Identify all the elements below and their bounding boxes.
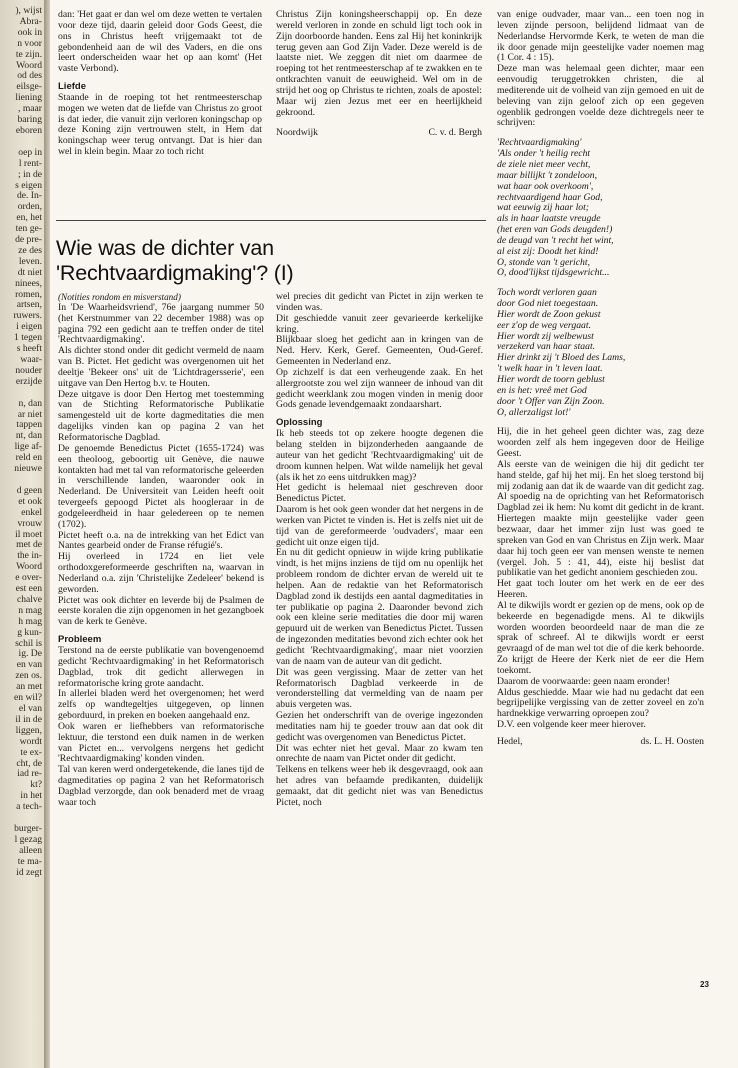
prev-article-intro: dan: 'Het gaat er dan wel om deze wetten te vertalen voor deze tijd, daarin geleid door Gods Geest, die ons in Christus heeft vrijgemaakt tot de gebondenheid aan de wil des Vaders, en die ons leert onderscheiden waar het op aan komt' (Het vaste Verbond).	[58, 9, 262, 75]
previous-page-line: n, dan	[18, 398, 42, 409]
prev-article-col2	[276, 10, 482, 139]
previous-page-line: artsen,	[16, 300, 42, 311]
article-col2	[276, 292, 483, 809]
paragraph: Hij, die in het geheel geen dichter was, zag deze woorden zelf als hem ingegeven door de Heilige Geest.	[497, 426, 704, 460]
section-rule	[56, 220, 486, 221]
previous-page-line: s heeft	[16, 344, 42, 355]
previous-page-line: the in-	[17, 551, 42, 562]
previous-page-line: nouder	[15, 365, 42, 376]
paragraph: Al te dikwijls wordt er gezien op de mens, ook op de bekeerde en begenadigde mens. Al te dikwijls worden woorden beoordeeld naar de man die ze sprak of schreef. Al te dikwijls wordt er eerst gevraagd of de man wel tot die of die kerk behoorde. Zo krijgt de Heere der Kerk niet de eer die Hem toekomt.	[497, 599, 704, 676]
paragraph: Daarom is het ook geen wonder dat het nergens in de werken van Pictet te vinden is. Het is zelfs niet uit de tijd van de gereformeerde 'oudvaders', maar een gedicht uit onze eigen tijd.	[276, 504, 483, 548]
previous-page-line: in het	[20, 791, 42, 802]
poem-line: O, dood'lijkst tijdsgewricht...	[497, 267, 610, 279]
article-col3	[497, 10, 704, 748]
poem-stanza-1	[497, 138, 704, 279]
article-col1	[58, 292, 264, 809]
previous-page-line: oep in	[18, 147, 42, 158]
article-signature	[497, 737, 704, 748]
paragraph: Aldus geschiedde. Maar wie had nu gedacht dat een begrijpelijke vergissing van de zetter zoveel en zo'n hardnekkige verwarring oproepen zou?	[497, 686, 704, 720]
previous-page-line: met de	[16, 540, 42, 551]
previous-page-line: en van	[16, 660, 42, 671]
previous-page-line: od des	[17, 71, 42, 82]
article-title: Wie was de dichter van 'Rechtvaardigmaking'? (I)	[56, 236, 294, 285]
poem-line: wat eeuwig zij haar lot;	[497, 202, 590, 214]
paragraph: Op zichzelf is dat een verheugende zaak. En het allergrootste zou wel zijn wanneer de inhoud van dit gedicht weerklank zou mogen vinden in menig door Gods genade levendgemaakt zondaarshart.	[276, 366, 483, 411]
col3-intro: van enige oudvader, maar van... een toen nog in leven zijnde persoon, belijdend lidmaat van de Nederlandse Hervormde Kerk, te weten de man die ik door genade mijn geestelijke vader noemen mag (1 Cor. 4 : 15).	[497, 9, 704, 64]
previous-page-line	[2, 388, 42, 399]
prev-article-col1	[58, 10, 262, 158]
poem-line: (het eren van Gods deugden!)	[497, 224, 613, 236]
previous-page-line: el van	[18, 704, 42, 714]
previous-page-line: 1 tegen	[14, 333, 42, 344]
previous-page-line: cht, de	[16, 758, 42, 769]
previous-page-line: en, het	[16, 213, 42, 224]
previous-page-line: erzijde	[15, 376, 42, 387]
article-author: ds. L. H. Oosten	[640, 736, 704, 747]
previous-page-line: waar-	[20, 355, 42, 365]
poem-line: al eist zij: Doodt het kind!	[497, 245, 599, 257]
paragraph: In allerlei bladen werd het overgenomen; het werd zelfs op wandtegeltjes uitgegeven, op linnen geborduurd, in preken en boeken aangehaald enz.	[58, 688, 264, 722]
poem-line: en is het: vreê met God	[497, 384, 587, 396]
previous-page-line: ar niet	[17, 409, 42, 420]
previous-page-line: wordt	[19, 736, 42, 747]
binding-gutter	[44, 0, 50, 1068]
paragraph: Terstond na de eerste publikatie van bovengenoemd gedicht 'Rechtvaardigmaking' in het Reformatorisch Dagblad, trok dit gedicht allerwegen in reformatorische kring grote aandacht.	[58, 645, 264, 689]
previous-page-line: n voor	[17, 38, 42, 49]
previous-page-line: liggen,	[15, 725, 42, 736]
previous-page-line: tappen	[16, 420, 42, 431]
paragraph: Als eerste van de weinigen die hij dit gedicht ter hand stelde, gaf hij het mij. En het sloeg terstond bij mij zodanig aan dat ik de waarde van dit gedicht zag. Al spoedig na de oprichting van het Reformatorisch Dagblad zei ik hem: Nu komt dit gedicht in de krant. Hiertegen maakte mijn geestelijke vader geen bezwaar, daar het immer zijn lust was goed te spreken van God en van Christus en Zijn werk. Maar daar hij toch geen eer van mensen wenste te nemen (vergel. Joh. 5 : 41, 44), eiste hij beslist dat publikatie van het gedicht anoniem geschieden zou.	[497, 458, 704, 579]
prev-article-signature	[276, 128, 482, 139]
paragraph: Het gaat toch louter om het werk en de eer des Heeren.	[497, 578, 704, 601]
poem-line: 't welk haar in 't leven laat.	[497, 363, 603, 375]
previous-page-line: eboren	[15, 125, 42, 136]
poem-line: rechtvaardigend haar God,	[497, 191, 603, 203]
previous-page-line: reld en	[15, 453, 42, 464]
previous-page-line: te ex-	[20, 747, 42, 758]
paragraph: Dit was echter niet het geval. Maar zo kwam ten onrechte de naam van Pictet onder dit gedicht.	[276, 742, 483, 765]
previous-page-line: ze des	[18, 245, 42, 256]
previous-page-line: te zijn.	[15, 49, 42, 60]
paragraph: Pictet was ook dichter en leverde bij de Psalmen de eerste koralen die zijn opgenomen in het gezangboek van de kerk te Genève.	[58, 594, 264, 628]
previous-page-line: g kun-	[17, 627, 42, 638]
previous-page-line: romen,	[15, 289, 42, 300]
previous-page-column	[2, 6, 42, 879]
poem-stanza-2	[497, 288, 704, 418]
previous-page-line: ruwers.	[13, 311, 42, 322]
article-col1-after	[58, 646, 264, 809]
previous-page-line: burger-	[14, 823, 42, 834]
paragraph: En nu dit gedicht opnieuw in wijde kring publikatie vindt, is het mijns inziens de tijd om nu openlijk het probleem rondom de dichter ervan de wereld uit te helpen. Aan de redaktie van het Reformatorisch Dagblad zond ik destijds een aantal dagmeditaties in ter publikatie op pagina 2. Daaronder bevond zich ook een kleine serie meditaties die door mij waren gepuurd uit de werken van Benedictus Pictet. Tussen de ingezonden meditaties bevond zich echter ook het gedicht 'Rechtvaardigmaking', maar niet voorzien van de naam van de auteur van dit gedicht.	[276, 547, 483, 667]
poem-line: Hier wordt zij welbewust	[497, 330, 594, 342]
previous-page-line: dt niet	[17, 267, 42, 278]
previous-page-line: nieuwe	[14, 464, 42, 475]
paragraph: Daarom de voorwaarde: geen naam eronder!	[497, 675, 670, 687]
prev-article-place: Noordwijk	[276, 127, 318, 139]
paragraph: Gezien het onderschrift van de overige ingezonden meditaties nam hij te goeder trouw aan dat ook dit gedicht was overgenomen van Benedictus Pictet.	[276, 710, 483, 743]
previous-page-line: ten ge-	[15, 224, 42, 235]
paragraph: In 'De Waarheidsvriend', 76e jaargang nummer 50 (het Kerstnummer van 22 december 1988) was op pagina 792 een gedicht aan te treffen onder de titel 'Rechtvaardigmaking'.	[58, 301, 264, 346]
paragraph: Telkens en telkens weer heb ik desgevraagd, ook aan het adres van befaamde predikanten, duidelijk gemaakt, dat dit gedicht niet was van Benedictus Pictet, noch	[276, 764, 483, 808]
poem-line: 'Rechtvaardigmaking'	[497, 137, 582, 149]
paragraph: Blijkbaar sloeg het gedicht aan in kringen van de Ned. Herv. Kerk, Geref. Gemeenten, Oud-Geref. Gemeenten in Nederland enz.	[276, 334, 483, 368]
paragraph: Hij overleed in 1724 en liet vele orthodoxgereformeerde geschriften na, waarvan in Nederland o.a. zijn 'Christelijke Zedeleer' bekend is geworden.	[58, 551, 264, 595]
previous-page-line	[2, 137, 42, 148]
previous-page-line: et ook	[18, 496, 42, 507]
poem-line: 'Als onder 't heilig recht	[497, 148, 591, 160]
poem-line: O, stonde van 't gericht,	[497, 256, 591, 268]
previous-page-line: en wil?	[14, 693, 42, 704]
previous-page-line: vrouw	[17, 518, 42, 529]
previous-page-line: eilsge-	[16, 82, 42, 93]
prev-article-body: Staande in de roeping tot het rentmeesterschap mogen we weten dat de liefde van Christus zo groot is dat ieder, die vanuit zijn verloren koningschap op deze Koning zijn vertrouwen stelt, in Hem dat koningschap weer terug ontvangt. Dat is hier dan wel in klein begin. Maar zo toch richt	[58, 91, 262, 158]
previous-page-line: liening	[15, 93, 42, 104]
paragraph: Deze uitgave is door Den Hertog met toestemming van de Stichting Reformatorische Publikatie samengesteld uit de korte dagmeditaties die men dagelijks vinden kan op pagina 2 van het Reformatorische Dagblad.	[58, 388, 264, 443]
previous-page-line: nt, dan	[15, 431, 42, 442]
previous-page-line: il in de	[15, 714, 42, 725]
previous-page-line: e over-	[15, 573, 42, 584]
previous-page-line: il moet	[15, 529, 42, 540]
poem-line: O, allerzaligst lot!'	[497, 406, 571, 418]
poem-line: wat haar ook overkoom',	[497, 180, 594, 192]
paragraph: De genoemde Benedictus Pictet (1655-1724) was een theoloog, geboortig uit Genève, die nauwe kontakten had met tal van reformatorische geleerden in verschillende landen, waaronder ook in Nederland. De Universiteit van Leiden heeft ooit tevergeefs gepoogd Pictet als hoogleraar in de godgeleerdheid in haar geledereen op te nemen (1702).	[58, 442, 264, 530]
col3-intro2: Deze man was helemaal geen dichter, maar een eenvoudig teruggetrokken christen, die al mediterende uit de volheid van zijn gemoed en uit de beleving van zijn geloof zich op een gegeven ogenblik gedrongen voelde deze dichtregels neer te schrijven:	[497, 63, 704, 129]
previous-page-line: zen os.	[15, 671, 42, 682]
previous-page-line: orden,	[17, 202, 42, 213]
previous-page-line: iad re-	[17, 769, 42, 780]
paragraph: Als dichter stond onder dit gedicht vermeld de naam van B. Pictet. Het gedicht was overgenomen uit het deeltje 'Bekeer ons' uit de 'Lichtdragersserie', een uitgave van Den Hertog b.v. te Houten.	[58, 345, 264, 389]
article-place: Hedel,	[497, 736, 523, 747]
previous-page-line: te ma-	[17, 856, 42, 867]
previous-page-line: Abra-	[19, 16, 42, 27]
paragraph: Ik heb steeds tot op zekere hoogte degenen die belang stelden in bijzonderheden aangaande de auteur van het gedicht 'Rechtvaardigmaking' uit de droom kunnen helpen. Wat wilde namelijk het geval (als ik het zo eens uitdrukken mag)?	[276, 428, 483, 483]
previous-page-line: d geen	[16, 485, 42, 496]
previous-page-line: i eigen	[16, 322, 42, 333]
previous-page-line: lige af-	[14, 442, 42, 453]
poem-line: Hier wordt de Zoon gekust	[497, 308, 601, 320]
previous-page-line: n mag	[18, 605, 42, 616]
previous-page-line: de pre-	[15, 235, 42, 246]
previous-page-line: id zegt	[16, 867, 42, 878]
poem-line: de deugd van 't recht het wint,	[497, 234, 614, 246]
previous-page-line: a tech-	[16, 802, 42, 813]
paragraph: Ook waren er liefhebbers van reformatorische lektuur, die terstond een duik namen in de werken van Pictet en... vervolgens nergens het gedicht 'Rechtvaardigmaking' konden vinden.	[58, 720, 264, 765]
previous-page-line: chalve	[16, 594, 42, 605]
previous-page-line: h mag	[18, 616, 42, 627]
article-col2-paragraphs	[276, 292, 483, 411]
heading-probleem: Probleem	[58, 634, 102, 646]
poem-line: Hier drinkt zij 't Bloed des Lams,	[497, 352, 626, 364]
previous-page-line: ; in de	[18, 169, 42, 180]
previous-page-line: , maar	[18, 104, 42, 115]
poem-line: Hier wordt de toorn geblust	[497, 374, 605, 385]
previous-page-line: de. In-	[16, 191, 42, 202]
poem-line: door God niet toegestaan.	[497, 298, 599, 310]
article-subtitle: (Notities rondom en misverstand)	[58, 292, 181, 302]
prev-article-author: C. v. d. Bergh	[428, 127, 482, 139]
poem-line: door 't Offer van Zijn Zoon.	[497, 395, 605, 407]
previous-page-line	[2, 475, 42, 486]
poem-line: de ziele niet meer vecht,	[497, 158, 591, 170]
previous-page-line	[2, 813, 42, 824]
paragraph: Het gedicht is helemaal niet geschreven door Benedictus Pictet.	[276, 482, 483, 505]
previous-page-line: l gezag	[14, 834, 42, 845]
paragraph: Dit geschiedde vanuit zeer gevarieerde kerkelijke kring.	[276, 312, 483, 335]
previous-page-line: schil is	[15, 638, 42, 649]
page-number: 23	[700, 980, 709, 989]
previous-page-line: baring	[17, 115, 42, 126]
poem-line: verzekerd van haar staat.	[497, 341, 596, 353]
previous-page-line: ninees,	[15, 278, 42, 289]
previous-page-line: ook in	[17, 27, 42, 38]
article-col1-paragraphs	[58, 303, 264, 628]
paragraph: Dit was geen vergissing. Maar de zetter van het Reformatorisch Dagblad verkeerde in de veronderstelling dat vermelding van de naam per abuis vergeten was.	[276, 666, 483, 711]
previous-page-line: kt?	[30, 780, 42, 791]
previous-page-line: leven.	[18, 256, 42, 267]
paragraph: wel precies dit gedicht van Pictet in zijn werken te vinden was.	[276, 291, 483, 313]
previous-page-line: s eigen	[15, 180, 42, 191]
article-col3-after	[497, 427, 704, 731]
paragraph: Tal van keren werd ondergetekende, die lanes tijd de dagmeditaties op pagina 2 van het Reformatorisch Dagblad verzorgde, dan ook benaderd met de vraag waar toch	[58, 764, 264, 808]
prev-article-body2: Christus Zijn koningsheerschappij op. En deze wereld verloren in zonde en schuld ligt toch ook in Zijn doorboorde handen. Eens zal Hij het koninkrijk terug geven aan God Zijn Vader. Deze wereld is de laatste niet. We zeggen dit niet om daarmee de roeping tot het rentmeesterschap af te zwakken en te ontkrachten vanuit de eeuwigheid. Wel om in de strijd het oog op Christus te richten, zoals de apostel: Maar wij zien Jezus met eer en heerlijkheid gekroond.	[276, 9, 482, 118]
paragraph: Pictet heeft o.a. na de intrekking van het Edict van Nantes gearbeid onder de Franse réfugié's.	[58, 529, 264, 552]
previous-page-line: ), wijst	[15, 6, 42, 16]
previous-page-line: est een	[15, 584, 42, 595]
prev-article-heading: Liefde	[58, 81, 86, 93]
poem-line: als in haar laatste vreugde	[497, 213, 601, 225]
previous-page-line: Woord	[16, 562, 42, 573]
poem-line: eer z'op de weg vergaat.	[497, 319, 591, 331]
previous-page-line: alleen	[19, 845, 42, 856]
previous-page-line: enkel	[21, 507, 42, 518]
poem-line: maar billijkt 't zondeloon,	[497, 169, 598, 181]
previous-page-line: Woord	[16, 60, 42, 71]
poem-line: Toch wordt verloren gaan	[497, 287, 597, 299]
previous-page-line: ig. De	[18, 649, 42, 660]
previous-page-line: l rent-	[18, 158, 42, 169]
previous-page-line: an met	[16, 682, 42, 693]
paragraph: D.V. een volgende keer meer hierover.	[497, 719, 646, 731]
article-col2-after	[276, 429, 483, 809]
heading-oplossing: Oplossing	[276, 417, 323, 429]
